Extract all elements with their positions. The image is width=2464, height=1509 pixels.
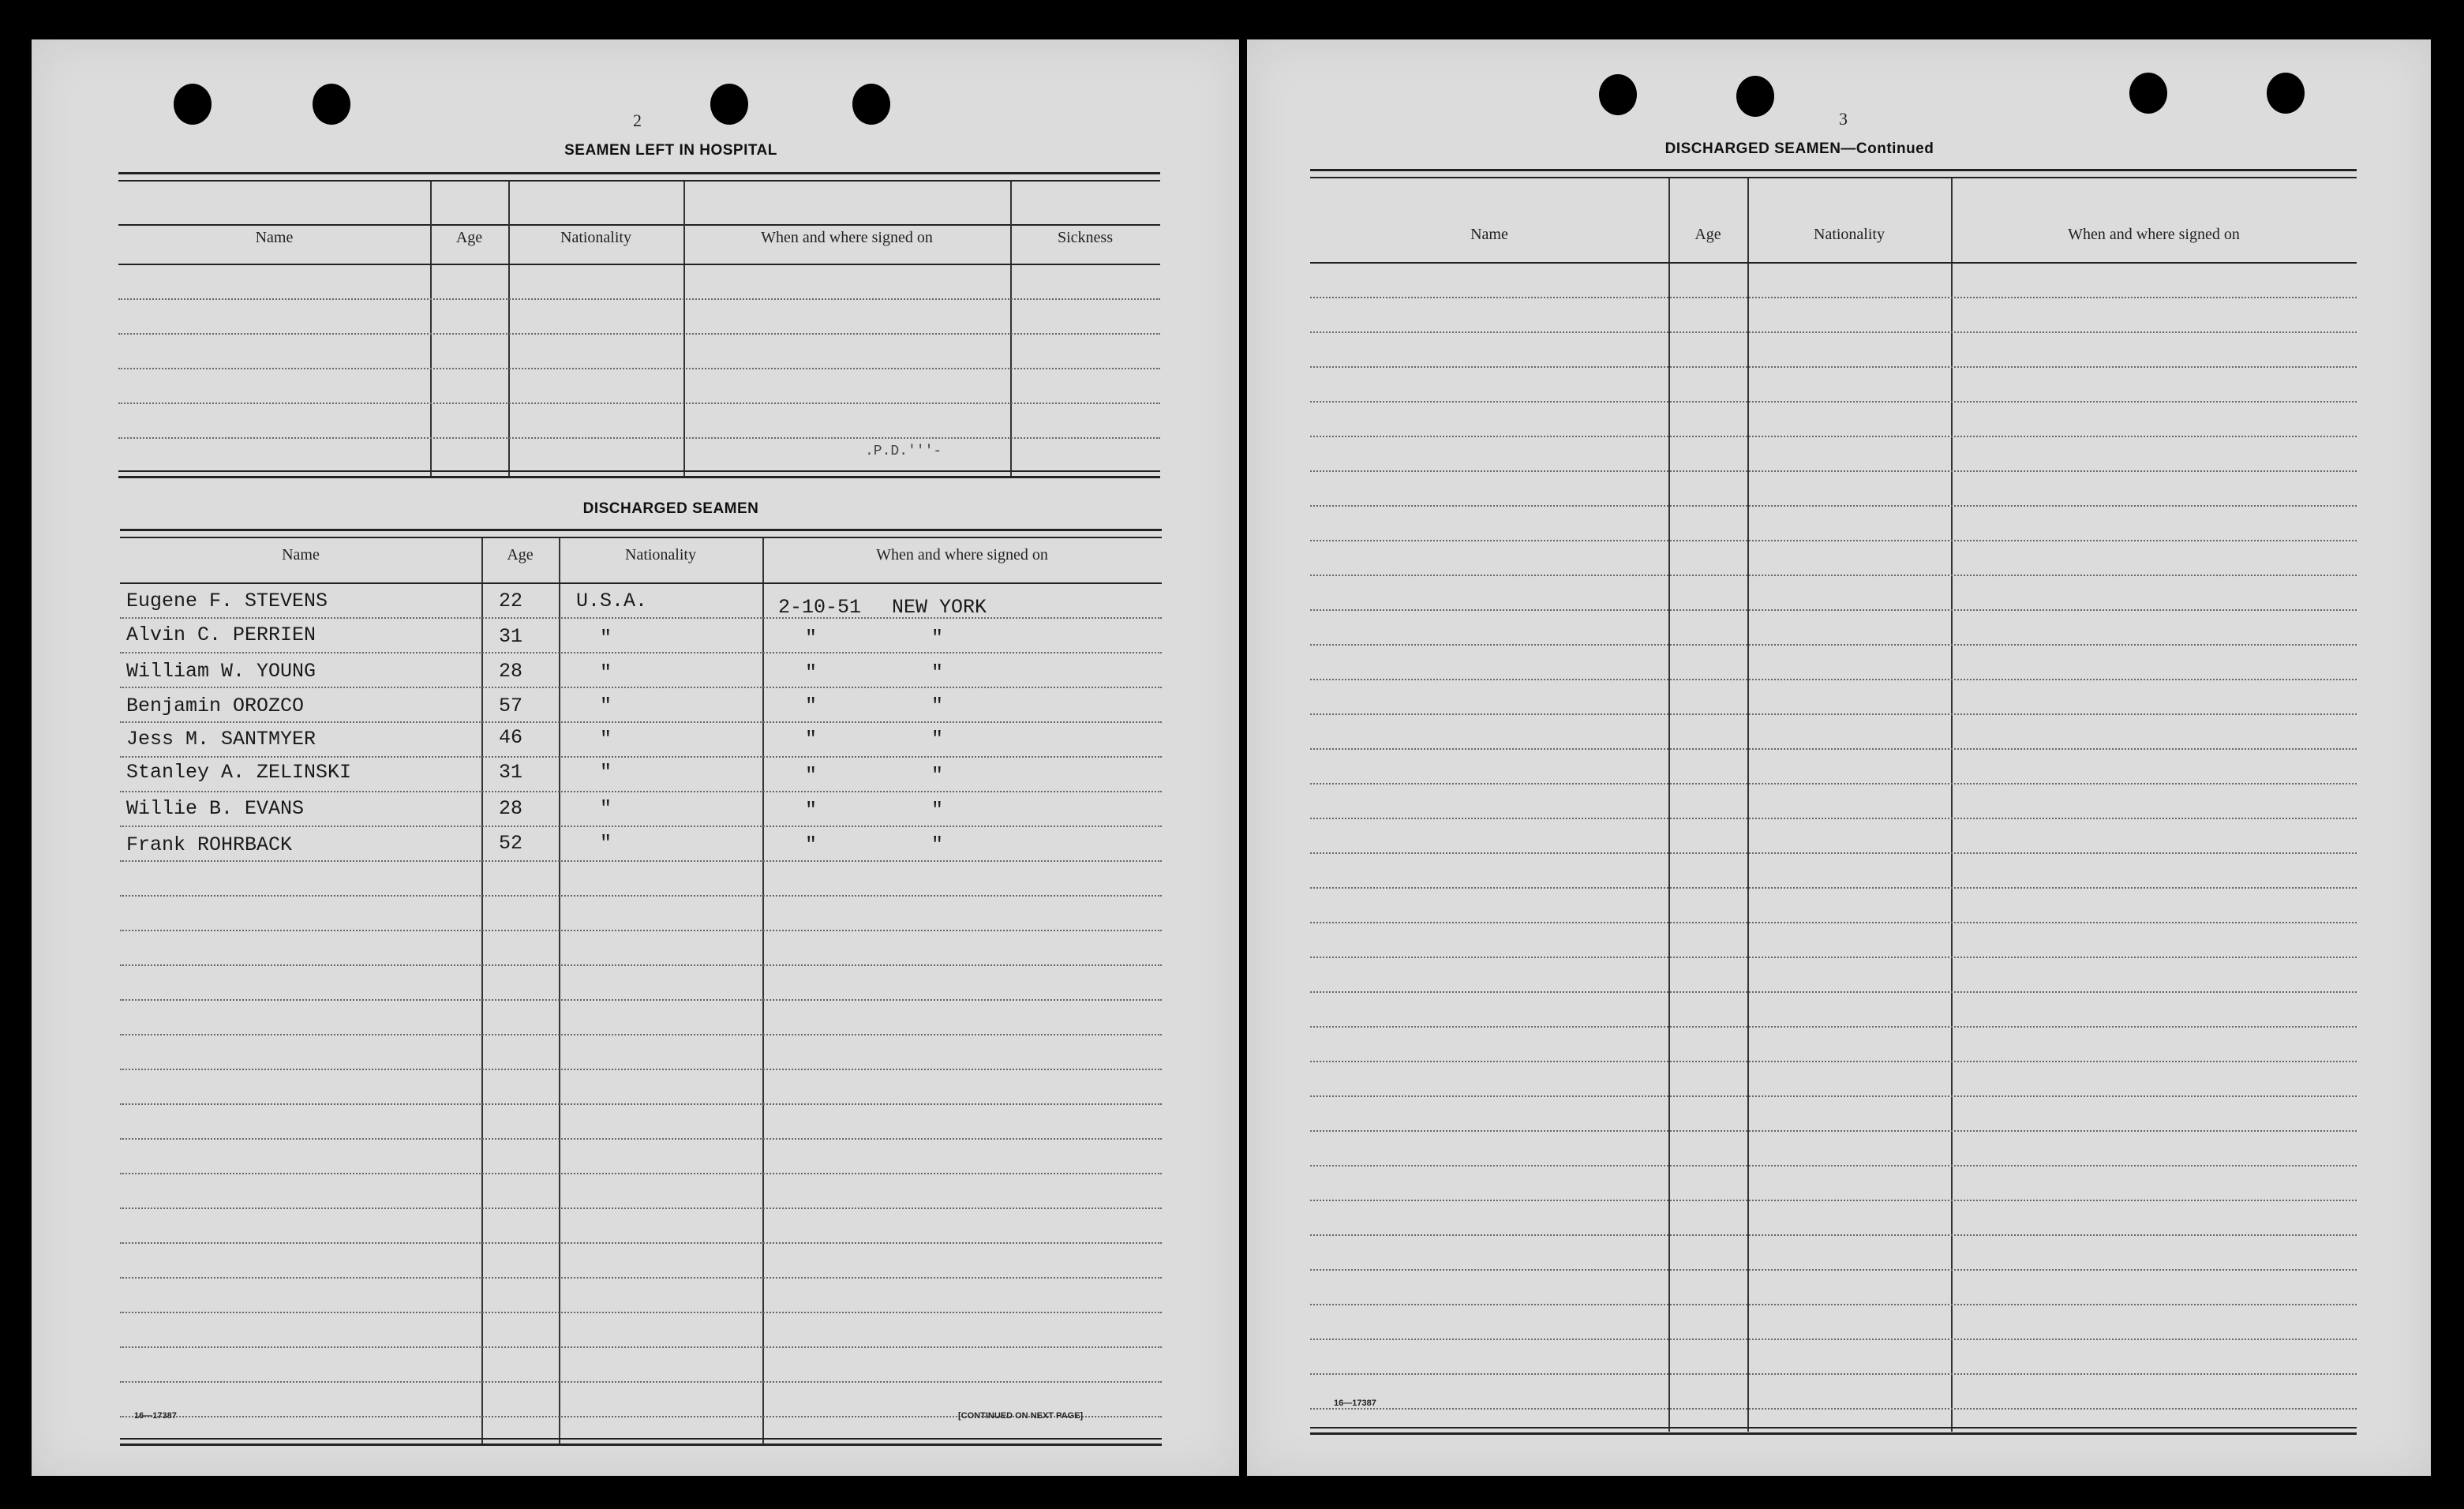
ruled-line xyxy=(120,930,1162,931)
hospital-section-title: SEAMEN LEFT IN HOSPITAL xyxy=(564,142,777,159)
punch-hole xyxy=(2267,73,2305,114)
seaman-nationality: " xyxy=(600,695,612,717)
ruled-line xyxy=(120,1208,1162,1209)
seaman-age: 52 xyxy=(499,832,523,855)
ruled-line xyxy=(1310,1339,2357,1340)
hospital-header-name: Name xyxy=(255,229,294,246)
ruled-line xyxy=(1310,540,2357,541)
seaman-name: Stanley A. ZELINSKI xyxy=(126,761,352,784)
ruled-line xyxy=(1310,1269,2357,1271)
continued-header-nationality: Nationality xyxy=(1814,226,1885,243)
seaman-age: 46 xyxy=(499,726,523,749)
continued-header-age: Age xyxy=(1694,226,1721,243)
hospital-header-nationality: Nationality xyxy=(560,229,631,246)
ruled-line xyxy=(120,1381,1162,1383)
signed-on-place: " xyxy=(931,764,944,787)
seaman-age: 57 xyxy=(499,695,523,717)
form-number: 16—17387 xyxy=(1334,1399,1376,1408)
seaman-nationality: " xyxy=(600,832,612,855)
ruled-line xyxy=(1310,470,2357,472)
ruled-line xyxy=(120,826,1162,827)
seaman-age: 28 xyxy=(499,660,523,683)
ruled-line xyxy=(120,652,1162,653)
ruled-line xyxy=(120,1277,1162,1279)
hospital-table xyxy=(118,172,1160,478)
page-number: 3 xyxy=(1839,109,1848,129)
ruled-line xyxy=(120,1034,1162,1035)
ruled-line xyxy=(1310,748,2357,750)
signed-on-date: " xyxy=(805,695,818,717)
continued-note: [CONTINUED ON NEXT PAGE] xyxy=(958,1411,1084,1421)
punch-hole xyxy=(313,84,350,125)
signed-on-date: 2-10-51 xyxy=(778,596,862,619)
ruled-line xyxy=(120,1346,1162,1348)
ruled-line xyxy=(1310,609,2357,611)
ruled-line xyxy=(1310,436,2357,437)
seaman-age: 31 xyxy=(499,761,523,784)
ruled-line xyxy=(120,999,1162,1001)
ruled-line xyxy=(1310,713,2357,715)
ruled-line xyxy=(120,1103,1162,1105)
ruled-line xyxy=(1310,1095,2357,1097)
ruled-line xyxy=(1310,297,2357,298)
ruled-line xyxy=(1310,1061,2357,1062)
seaman-nationality: " xyxy=(600,661,612,684)
discharged-header-age: Age xyxy=(507,546,534,564)
punch-hole xyxy=(174,84,212,125)
seaman-nationality: " xyxy=(600,761,612,784)
ruled-line xyxy=(120,721,1162,723)
discharged-continued-title: DISCHARGED SEAMEN—Continued xyxy=(1665,140,1934,157)
ruled-line xyxy=(120,756,1162,758)
ruled-line xyxy=(120,1242,1162,1244)
signed-on-place: " xyxy=(931,627,944,650)
seaman-nationality: U.S.A. xyxy=(576,590,648,612)
signed-on-place: " xyxy=(931,833,944,856)
hospital-header-sickness: Sickness xyxy=(1058,229,1113,246)
ruled-line xyxy=(120,687,1162,688)
discharged-continued-table xyxy=(1310,169,2357,1432)
ruled-line xyxy=(1310,1200,2357,1201)
signed-on-date: " xyxy=(805,833,818,856)
ruled-line xyxy=(120,1312,1162,1313)
ruled-line xyxy=(1310,887,2357,889)
seaman-name: Willie B. EVANS xyxy=(126,797,305,820)
ruled-line xyxy=(1310,331,2357,333)
ruled-line xyxy=(1310,783,2357,784)
ruled-line xyxy=(1310,1165,2357,1166)
form-number: 16—17387 xyxy=(134,1411,177,1421)
ruled-line xyxy=(120,617,1162,619)
signed-on-date: " xyxy=(805,661,818,684)
ruled-line xyxy=(1310,1234,2357,1236)
seaman-nationality: " xyxy=(600,627,612,650)
ruled-line xyxy=(1310,1373,2357,1375)
ruled-line xyxy=(120,895,1162,897)
ruled-line xyxy=(1310,366,2357,368)
page-number: 2 xyxy=(633,110,642,130)
discharged-header-nationality: Nationality xyxy=(625,546,696,564)
ruled-line xyxy=(120,860,1162,862)
discharged-header-signed-on: When and where signed on xyxy=(876,546,1048,564)
signed-on-date: " xyxy=(805,728,818,751)
seaman-nationality: " xyxy=(600,728,612,751)
ruled-line xyxy=(120,964,1162,966)
signed-on-place: " xyxy=(931,728,944,751)
faint-stamp: .P.D.'''- xyxy=(865,444,942,459)
punch-hole xyxy=(852,84,890,125)
signed-on-place: " xyxy=(931,661,944,684)
ruled-line xyxy=(1310,505,2357,507)
punch-hole xyxy=(1736,76,1774,117)
ruled-line xyxy=(120,1138,1162,1140)
ruled-line xyxy=(120,1069,1162,1070)
ruled-line xyxy=(1310,401,2357,403)
discharged-section-title: DISCHARGED SEAMEN xyxy=(582,500,759,517)
seaman-name: Frank ROHRBACK xyxy=(126,833,293,856)
ruled-line xyxy=(1310,818,2357,819)
ruled-line xyxy=(1310,991,2357,993)
ruled-line xyxy=(1310,957,2357,958)
punch-hole xyxy=(710,84,748,125)
ruled-line xyxy=(120,1173,1162,1174)
left-page xyxy=(32,39,1239,1476)
continued-header-signed-on: When and where signed on xyxy=(2068,226,2240,243)
signed-on-place: " xyxy=(931,799,944,822)
punch-hole xyxy=(2129,73,2167,114)
ruled-line xyxy=(120,791,1162,792)
signed-on-date: " xyxy=(805,764,818,787)
signed-on-place: NEW YORK xyxy=(892,596,987,619)
ruled-line xyxy=(1310,852,2357,854)
seaman-name: Jess M. SANTMYER xyxy=(126,728,316,751)
seaman-name: Alvin C. PERRIEN xyxy=(126,623,316,646)
ruled-line xyxy=(1310,1408,2357,1410)
ruled-line xyxy=(1310,922,2357,923)
ruled-line xyxy=(1310,575,2357,576)
continued-header-name: Name xyxy=(1470,226,1508,243)
seaman-name: Benjamin OROZCO xyxy=(126,695,305,717)
ruled-line xyxy=(1310,1130,2357,1132)
punch-hole xyxy=(1599,74,1637,115)
discharged-header-name: Name xyxy=(282,546,320,564)
seaman-age: 22 xyxy=(499,590,523,612)
ruled-line xyxy=(1310,1026,2357,1028)
signed-on-date: " xyxy=(805,799,818,822)
seaman-nationality: " xyxy=(600,797,612,820)
seaman-name: Eugene F. STEVENS xyxy=(126,590,328,612)
seaman-age: 28 xyxy=(499,797,523,820)
seaman-age: 31 xyxy=(499,625,523,648)
hospital-header-age: Age xyxy=(455,229,483,246)
hospital-header-signed-on: When and where signed on xyxy=(761,229,933,246)
signed-on-place: " xyxy=(931,695,944,717)
seaman-name: William W. YOUNG xyxy=(126,660,316,683)
ruled-line xyxy=(1310,1304,2357,1305)
ruled-line xyxy=(1310,679,2357,680)
signed-on-date: " xyxy=(805,627,818,650)
ruled-line xyxy=(1310,644,2357,646)
right-page xyxy=(1247,39,2431,1476)
